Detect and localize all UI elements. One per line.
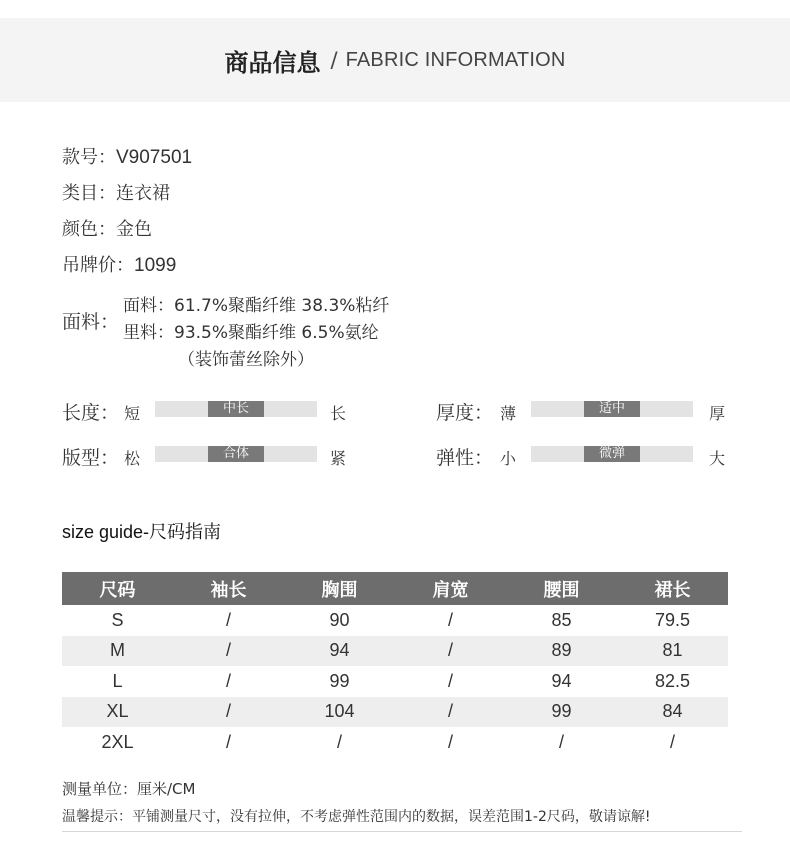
cell-shoulder: /: [447, 609, 453, 630]
title-en: FABRIC INFORMATION: [345, 48, 566, 71]
title-cn: 商品信息: [224, 48, 321, 77]
size-guide-title-en: size guide-: [62, 522, 150, 542]
cell-bust: 90: [329, 609, 350, 630]
cell-waist: 89: [506, 636, 617, 667]
cell-size: XL: [62, 697, 173, 728]
fit-low: 松: [124, 449, 141, 468]
length-label: 长度：: [62, 402, 120, 424]
thickness-high: 厚: [709, 404, 726, 423]
cell-sleeve: /: [225, 670, 231, 691]
header-length: 裙长: [617, 572, 728, 605]
fabric-label: 面料：: [62, 311, 120, 333]
fabric-outer: 面料：61.7%聚酯纤维 38.3%粘纤: [123, 296, 390, 316]
cell-length: 79.5: [654, 609, 691, 630]
header-shoulder: 肩宽: [395, 572, 506, 605]
thickness-low: 薄: [500, 404, 517, 423]
length-low: 短: [124, 404, 141, 423]
size-guide-title: [62, 518, 221, 544]
measurement-unit-note: 测量单位：厘米/CM: [62, 780, 196, 798]
cell-sleeve: /: [225, 609, 231, 630]
color-value: 金色: [116, 219, 152, 240]
cell-size: M: [62, 636, 173, 667]
thickness-label: 厚度：: [436, 402, 494, 424]
fit-value: 合体: [208, 446, 264, 462]
cell-sleeve: /: [173, 697, 284, 728]
header-sleeve: 袖长: [173, 572, 284, 605]
cell-length: 84: [617, 697, 728, 728]
price-label: 吊牌价：: [62, 255, 134, 276]
color-label: 颜色：: [62, 219, 116, 240]
cell-length: /: [669, 731, 675, 752]
header-waist: 腰围: [506, 572, 617, 605]
elasticity-value: 微弹: [584, 446, 640, 462]
size-table: [62, 572, 728, 758]
table-row: [62, 605, 728, 636]
price-value: 1099: [134, 255, 177, 276]
fit-label: 版型：: [62, 447, 120, 469]
title-separator: /: [330, 48, 338, 72]
cell-waist: 85: [551, 609, 572, 630]
table-row: [62, 636, 728, 667]
elasticity-high: 大: [709, 449, 726, 468]
thickness-scale: [531, 401, 693, 417]
price-row: [62, 251, 176, 277]
cell-shoulder: /: [395, 697, 506, 728]
cell-bust: 99: [329, 670, 350, 691]
cell-size: S: [111, 609, 124, 630]
measurement-tip-note: 温馨提示：平铺测量尺寸，没有拉伸，不考虑弹性范围内的数据，误差范围1-2尺码，敬请谅解!: [62, 809, 651, 825]
elasticity-scale: [531, 446, 693, 462]
fabric-lining: 里料：93.5%聚酯纤维 6.5%氨纶: [123, 323, 379, 343]
size-table-header: [62, 572, 728, 605]
color-row: [62, 215, 152, 241]
page-title: [0, 18, 790, 102]
cell-bust: 94: [284, 636, 395, 667]
cell-size: 2XL: [101, 731, 134, 752]
length-high: 长: [330, 404, 347, 423]
fabric-note: （装饰蕾丝除外）: [178, 350, 314, 370]
cell-waist: 99: [506, 697, 617, 728]
category-label: 类目：: [62, 183, 116, 204]
cell-waist: /: [558, 731, 564, 752]
cell-shoulder: /: [395, 636, 506, 667]
header-bust: 胸围: [284, 572, 395, 605]
size-guide-title-cn: 尺码指南: [149, 522, 222, 543]
style-number-value: V907501: [116, 147, 193, 168]
cell-sleeve: /: [225, 731, 231, 752]
cell-length: 82.5: [654, 670, 691, 691]
header-size: 尺码: [62, 572, 173, 605]
table-row: [62, 727, 728, 758]
elasticity-label: 弹性：: [436, 447, 494, 469]
cell-bust: /: [336, 731, 342, 752]
length-scale: [155, 401, 317, 417]
style-number-label: 款号：: [62, 147, 116, 168]
header-banner: [0, 18, 790, 102]
category-value: 连衣裙: [116, 183, 170, 204]
fit-high: 紧: [330, 449, 347, 468]
table-row: [62, 697, 728, 728]
cell-size: L: [112, 670, 123, 691]
cell-shoulder: /: [447, 670, 453, 691]
category-row: [62, 179, 170, 205]
divider: [62, 831, 742, 832]
style-number-row: [62, 143, 192, 169]
cell-bust: 104: [284, 697, 395, 728]
length-value: 中长: [208, 401, 264, 417]
cell-length: 81: [617, 636, 728, 667]
cell-sleeve: /: [173, 636, 284, 667]
table-row: [62, 666, 728, 697]
thickness-value: 适中: [584, 401, 640, 417]
fit-scale: [155, 446, 317, 462]
elasticity-low: 小: [500, 449, 517, 468]
cell-waist: 94: [551, 670, 572, 691]
cell-shoulder: /: [447, 731, 453, 752]
